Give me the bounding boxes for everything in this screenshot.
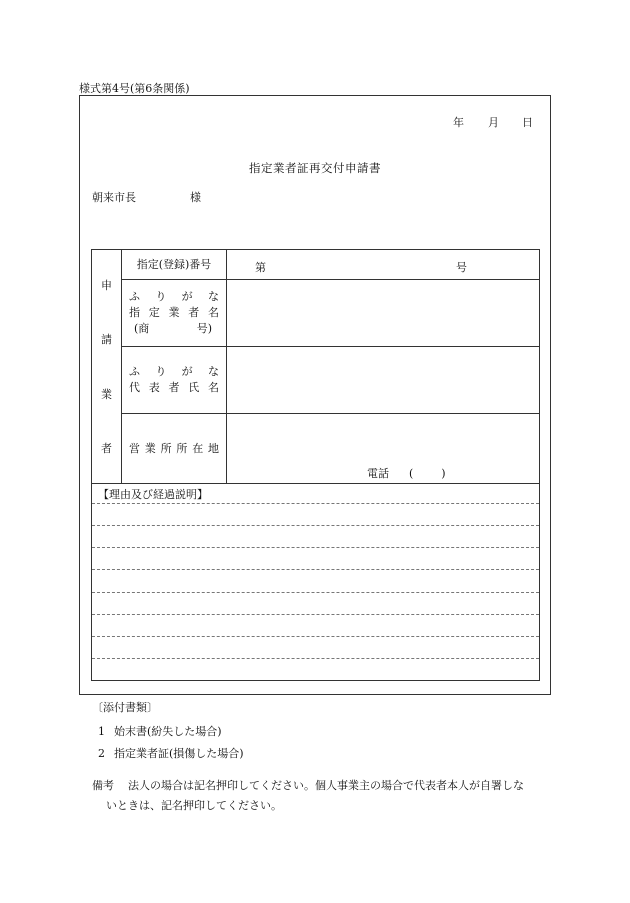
reason-line — [92, 658, 539, 659]
reason-line — [92, 525, 539, 526]
attachment-item: 1 始末書(紛失した場合) — [98, 725, 222, 738]
reason-line — [92, 614, 539, 615]
side-char: 者 — [101, 442, 112, 456]
addressee — [92, 189, 201, 205]
reason-line — [92, 547, 539, 548]
addressee-honorific: 様 — [190, 191, 201, 204]
reason-line — [92, 592, 539, 593]
designation-suffix: 号 — [456, 261, 467, 274]
designation-label: 指定(登録)番号 — [136, 257, 212, 271]
business-name-value-cell[interactable] — [227, 280, 540, 347]
form-number: 様式第4号(第6条関係) — [79, 82, 190, 95]
business-name-label: 指 定 業 者 名 — [129, 306, 219, 319]
reason-box[interactable] — [91, 484, 540, 681]
representative-value-cell[interactable] — [227, 347, 540, 414]
designation-value-cell[interactable] — [227, 250, 540, 280]
office-label: 営 業 所 所 在 地 — [129, 441, 219, 455]
document-title: 指定業者証再交付申請書 — [249, 161, 381, 175]
attachment-item: 2 指定業者証(損傷した場合) — [98, 747, 244, 760]
representative-label: 代 表 者 氏 名 — [129, 381, 219, 394]
phone-field — [367, 465, 474, 481]
business-name-furigana: ふ り が な — [129, 290, 219, 303]
representative-label-cell — [122, 347, 227, 414]
reason-line — [92, 569, 539, 570]
date-year: 年 — [453, 116, 464, 129]
designation-prefix: 第 — [255, 261, 266, 274]
office-value-cell[interactable] — [227, 414, 540, 484]
remarks-label: 備考 — [92, 779, 114, 792]
side-char: 業 — [101, 387, 112, 401]
date-day: 日 — [522, 116, 533, 129]
phone-label: 電話 — [367, 467, 389, 480]
office-label-cell — [122, 414, 227, 484]
representative-furigana: ふ り が な — [129, 365, 219, 378]
business-name-label-cell — [122, 280, 227, 347]
reason-line — [92, 503, 539, 504]
reason-label: 【理由及び経過説明】 — [98, 488, 208, 501]
remarks-line-1: 法人の場合は記名押印してください。個人事業主の場合で代表者本人が自署しな — [128, 779, 524, 792]
applicant-table — [91, 249, 540, 484]
remarks — [92, 776, 524, 816]
applicant-side-label — [92, 250, 122, 484]
designation-label-cell — [122, 250, 227, 280]
phone-parens: () — [409, 467, 474, 480]
side-char: 申 — [101, 278, 112, 292]
date-month: 月 — [488, 116, 499, 129]
attachments-heading: 〔添付書類〕 — [92, 701, 158, 714]
trade-name-label: (商 号) — [134, 322, 212, 335]
side-char: 請 — [101, 333, 112, 347]
reason-line — [92, 636, 539, 637]
remarks-line-2: いときは、記名押印してください。 — [106, 799, 282, 812]
addressee-name: 朝来市長 — [92, 191, 136, 204]
